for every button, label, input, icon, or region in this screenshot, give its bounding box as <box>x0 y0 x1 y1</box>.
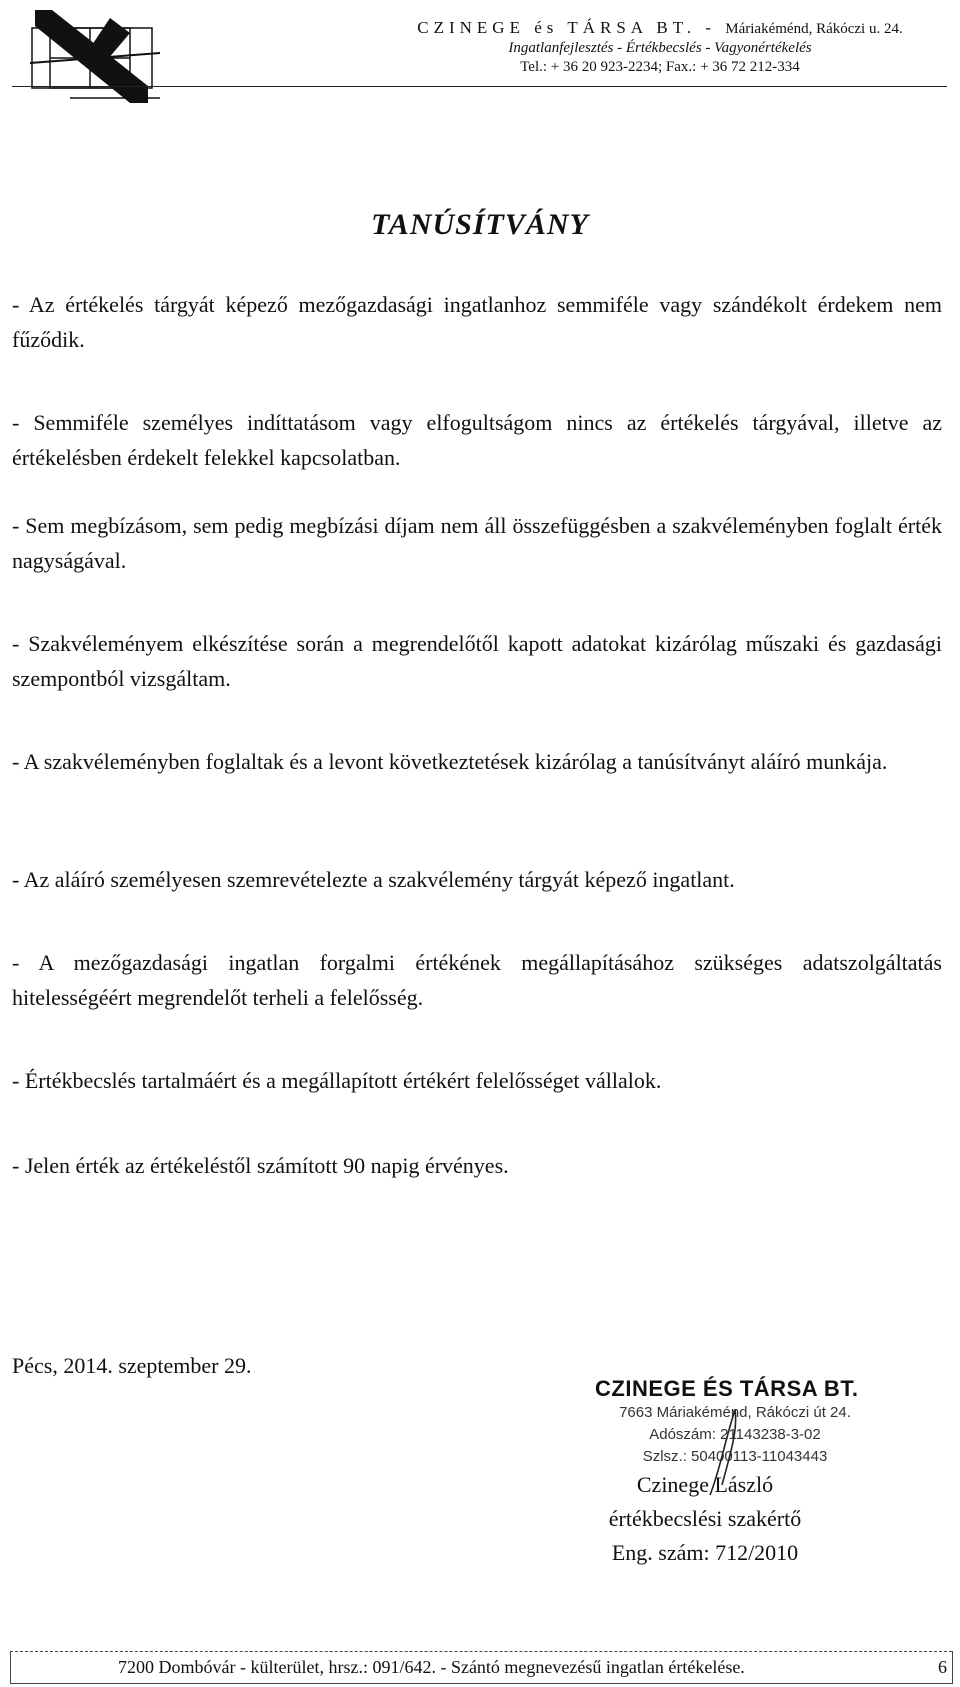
statement-4: - Szakvéleményem elkészítése során a megrendelőtől kapott adatokat kizárólag műszaki és gazdasági szempontból vizsgáltam. <box>12 631 942 691</box>
footer-left-rule <box>10 1651 11 1684</box>
document-title: TANÚSÍTVÁNY <box>371 208 589 241</box>
company-contacts: Tel.: + 36 20 923-2234; Fax.: + 36 72 212-334 <box>520 59 800 75</box>
statement-7: - A mezőgazdasági ingatlan forgalmi értékének megállapításához szükséges adatszolgáltatás hitelességéért megrendelőt terheli a felelősség. <box>12 950 942 1010</box>
statement-3: - Sem megbízásom, sem pedig megbízási díjam nem áll összefüggésben a szakvéleményben foglalt érték nagyságával. <box>12 513 942 573</box>
statement-2: - Semmiféle személyes indíttatásom vagy elfogultságom nincs az értékelés tárgyával, illetve az értékelésben érdekelt felekkel kapcsolatban. <box>12 410 942 470</box>
signer-license: Eng. szám: 712/2010 <box>611 1540 799 1565</box>
statement-9: - Jelen érték az értékeléstől számított 90 napig érvényes. <box>12 1153 509 1178</box>
stamp-company-name: CZINEGE ÉS TÁRSA BT. <box>595 1376 859 1401</box>
statement-8: - Értékbecslés tartalmáért és a megállapított értékért felelősséget vállalok. <box>12 1068 662 1093</box>
statement-5: - A szakvéleményben foglaltak és a levont következtetések kizárólag a tanúsítványt aláíró munkája. <box>12 749 888 774</box>
footer-top-rule <box>10 1651 952 1652</box>
company-name: CZINEGE és TÁRSA BT. <box>417 18 697 37</box>
footer-right-rule <box>952 1651 953 1684</box>
company-header: CZINEGE és TÁRSA BT. - Máriakéménd, Rákóczi u. 24. Ingatlanfejlesztés - Értékbecslés - Vagyonértékelés Tel.: + 36 20 923-2234; Fax.: + 36 72 212-334 <box>380 18 940 76</box>
signer-role: értékbecslési szakértő <box>608 1506 802 1531</box>
statement-6: - Az aláíró személyesen szemrevételezte a szakvélemény tárgyát képező ingatlant. <box>12 867 735 892</box>
stamp-address: 7663 Máriakéménd, Rákóczi út 24. <box>619 1404 851 1421</box>
stamp-tax-number: Adószám: 21143238-3-02 <box>649 1426 821 1443</box>
company-address: Máriakéménd, Rákóczi u. 24. <box>725 21 903 37</box>
company-services: Ingatlanfejlesztés - Értékbecslés - Vagyonértékelés <box>508 40 812 56</box>
statement-1: - Az értékelés tárgyát képező mezőgazdasági ingatlanhoz semmiféle vagy szándékolt érdekem nem fűződik. <box>12 292 942 352</box>
signature-block <box>560 1468 850 1570</box>
header-divider <box>12 86 947 87</box>
footer-text: 7200 Dombóvár - külterület, hrsz.: 091/642. - Szántó megnevezésű ingatlan értékelése. <box>118 1657 745 1677</box>
company-logo-icon <box>30 8 170 106</box>
stamp-account: Szlsz.: 50400113-11043443 <box>642 1448 828 1465</box>
footer-bottom-rule <box>10 1683 952 1684</box>
page-number: 6 <box>938 1657 947 1677</box>
signer-name: Czinege László <box>636 1472 774 1497</box>
document-date: Pécs, 2014. szeptember 29. <box>12 1353 252 1378</box>
